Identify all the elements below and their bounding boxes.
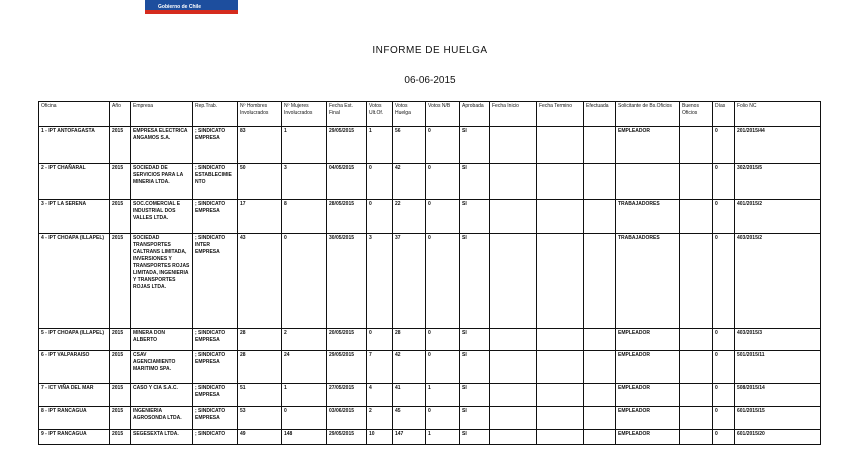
table-row — [39, 127, 821, 164]
cell-empresa: SOC.COMERCIAL E INDUSTRIAL DOS VALLES LTDA. — [131, 200, 193, 234]
cell-hombres: 50 — [238, 164, 282, 200]
table-row — [39, 164, 821, 200]
cell-oficina: 3 - IPT LA SERENA — [39, 200, 110, 234]
cell-aprobada: SI — [460, 127, 490, 164]
cell-mujeres: 3 — [282, 164, 327, 200]
col-header-fecha-termino: Fecha Termino — [537, 102, 584, 127]
cell-rep-trab: ; SINDICATO EMPRESA — [193, 407, 238, 430]
cell-buenos-oficios — [680, 407, 713, 430]
cell-votos-nb: 0 — [426, 407, 460, 430]
cell-oficina: 7 - ICT VIÑA DEL MAR — [39, 384, 110, 407]
table-row — [39, 234, 821, 329]
cell-oficina: 8 - IPT RANCAGUA — [39, 407, 110, 430]
cell-hombres: 17 — [238, 200, 282, 234]
cell-rep-trab: ; SINDICATO EMPRESA — [193, 384, 238, 407]
cell-efectuada — [584, 351, 616, 384]
cell-efectuada — [584, 384, 616, 407]
cell-hombres: 28 — [238, 329, 282, 351]
col-header-dias: Días — [713, 102, 735, 127]
cell-oficina: 1 - IPT ANTOFAGASTA — [39, 127, 110, 164]
cell-votos-huelga: 45 — [393, 407, 426, 430]
col-header-fecha-inicio: Fecha Inicio — [490, 102, 537, 127]
cell-votos-nb: 0 — [426, 164, 460, 200]
cell-efectuada — [584, 164, 616, 200]
cell-mujeres: 1 — [282, 384, 327, 407]
cell-votos-ult-of: 4 — [367, 384, 393, 407]
cell-fecha-termino — [537, 127, 584, 164]
cell-fecha-termino — [537, 351, 584, 384]
cell-empresa: EMPRESA ELECTRICA ANGAMOS S.A. — [131, 127, 193, 164]
cell-dias: 0 — [713, 384, 735, 407]
cell-rep-trab: ; SINDICATO INTER EMPRESA — [193, 234, 238, 329]
cell-mujeres: 0 — [282, 234, 327, 329]
col-header-votos-huelga: Votos Huelga — [393, 102, 426, 127]
cell-ano: 2015 — [110, 164, 131, 200]
cell-buenos-oficios — [680, 234, 713, 329]
cell-mujeres: 8 — [282, 200, 327, 234]
cell-fecha-est-final: 29/05/2015 — [327, 430, 367, 445]
cell-fecha-est-final: 28/05/2015 — [327, 200, 367, 234]
cell-fecha-inicio — [490, 200, 537, 234]
cell-solicitante: EMPLEADOR — [616, 430, 680, 445]
cell-fecha-termino — [537, 164, 584, 200]
cell-hombres: 83 — [238, 127, 282, 164]
cell-fecha-est-final: 20/05/2015 — [327, 329, 367, 351]
col-header-votos-ult-of: Votos Ult.Of. — [367, 102, 393, 127]
cell-votos-huelga: 42 — [393, 351, 426, 384]
cell-fecha-termino — [537, 234, 584, 329]
cell-solicitante: EMPLEADOR — [616, 329, 680, 351]
logo-text: Gobierno de Chile — [158, 4, 202, 10]
cell-empresa: SOCIEDAD TRANSPORTES CALTRANS LIMITADA, INVERSIONES Y TRANSPORTES ROJAS LIMITADA, INGENIERIA Y TRANSPORTES ROJAS LTDA. — [131, 234, 193, 329]
report-date: 06-06-2015 — [404, 75, 456, 86]
cell-buenos-oficios — [680, 384, 713, 407]
cell-votos-nb: 1 — [426, 384, 460, 407]
cell-aprobada: SI — [460, 407, 490, 430]
cell-empresa: SOCIEDAD DE SERVICIOS PARA LA MINERIA LTDA. — [131, 164, 193, 200]
cell-aprobada: SI — [460, 234, 490, 329]
cell-votos-ult-of: 2 — [367, 407, 393, 430]
cell-hombres: 53 — [238, 407, 282, 430]
cell-efectuada — [584, 329, 616, 351]
cell-buenos-oficios — [680, 329, 713, 351]
cell-votos-ult-of: 7 — [367, 351, 393, 384]
cell-votos-huelga: 42 — [393, 164, 426, 200]
cell-folio-nc: 501/2015/11 — [735, 351, 821, 384]
cell-ano: 2015 — [110, 430, 131, 445]
cell-rep-trab: ; SINDICATO EMPRESA — [193, 200, 238, 234]
table-row — [39, 200, 821, 234]
cell-aprobada: SI — [460, 200, 490, 234]
cell-ano: 2015 — [110, 351, 131, 384]
cell-fecha-termino — [537, 329, 584, 351]
cell-efectuada — [584, 200, 616, 234]
cell-oficina: 4 - IPT CHOAPA (ILLAPEL) — [39, 234, 110, 329]
cell-solicitante: EMPLEADOR — [616, 127, 680, 164]
cell-solicitante: EMPLEADOR — [616, 384, 680, 407]
cell-votos-nb: 1 — [426, 430, 460, 445]
cell-buenos-oficios — [680, 200, 713, 234]
table-header-row — [39, 102, 821, 127]
cell-votos-nb: 0 — [426, 351, 460, 384]
cell-folio-nc: 601/2015/15 — [735, 407, 821, 430]
report-title: INFORME DE HUELGA — [372, 45, 488, 56]
cell-dias: 0 — [713, 200, 735, 234]
cell-hombres: 28 — [238, 351, 282, 384]
cell-solicitante — [616, 164, 680, 200]
cell-rep-trab: ; SINDICATO — [193, 430, 238, 445]
cell-buenos-oficios — [680, 127, 713, 164]
col-header-mujeres: Nº Mujeres Involucrados — [282, 102, 327, 127]
cell-oficina: 9 - IPT RANCAGUA — [39, 430, 110, 445]
cell-mujeres: 24 — [282, 351, 327, 384]
cell-efectuada — [584, 407, 616, 430]
table-row — [39, 384, 821, 407]
cell-fecha-inicio — [490, 329, 537, 351]
col-header-votos-nb: Votos N/B — [426, 102, 460, 127]
cell-ano: 2015 — [110, 384, 131, 407]
col-header-buenos-oficios: Buenos Oficios — [680, 102, 713, 127]
col-header-fecha-est-final: Fecha Est. Final — [327, 102, 367, 127]
cell-votos-ult-of: 10 — [367, 430, 393, 445]
col-header-efectuada: Efectuada — [584, 102, 616, 127]
cell-mujeres: 1 — [282, 127, 327, 164]
cell-buenos-oficios — [680, 164, 713, 200]
cell-efectuada — [584, 234, 616, 329]
cell-mujeres: 0 — [282, 407, 327, 430]
cell-votos-ult-of: 0 — [367, 164, 393, 200]
logo-red-bar — [145, 10, 238, 14]
cell-buenos-oficios — [680, 351, 713, 384]
cell-empresa: CASO Y CIA S.A.C. — [131, 384, 193, 407]
cell-votos-huelga: 37 — [393, 234, 426, 329]
cell-rep-trab: ; SINDICATO ESTABLECIMIENTO — [193, 164, 238, 200]
cell-mujeres: 148 — [282, 430, 327, 445]
cell-folio-nc: 403/2015/2 — [735, 234, 821, 329]
cell-folio-nc: 302/2015/5 — [735, 164, 821, 200]
cell-votos-nb: 0 — [426, 234, 460, 329]
cell-dias: 0 — [713, 329, 735, 351]
cell-folio-nc: 403/2015/3 — [735, 329, 821, 351]
cell-rep-trab: ; SINDICATO EMPRESA — [193, 351, 238, 384]
cell-oficina: 6 - IPT VALPARAISO — [39, 351, 110, 384]
strike-report-table — [38, 101, 821, 445]
cell-empresa: SEGESEXTA LTDA. — [131, 430, 193, 445]
cell-fecha-est-final: 04/05/2015 — [327, 164, 367, 200]
table-row — [39, 407, 821, 430]
cell-rep-trab: ; SINDICATO EMPRESA — [193, 329, 238, 351]
cell-dias: 0 — [713, 430, 735, 445]
cell-votos-ult-of: 3 — [367, 234, 393, 329]
cell-fecha-inicio — [490, 127, 537, 164]
col-header-rep-trab: Rep.Trab. — [193, 102, 238, 127]
cell-fecha-termino — [537, 430, 584, 445]
cell-oficina: 5 - IPT CHOAPA (ILLAPEL) — [39, 329, 110, 351]
cell-hombres: 51 — [238, 384, 282, 407]
cell-dias: 0 — [713, 164, 735, 200]
cell-fecha-inicio — [490, 234, 537, 329]
cell-fecha-est-final: 03/06/2015 — [327, 407, 367, 430]
cell-aprobada: SI — [460, 384, 490, 407]
cell-fecha-est-final: 30/05/2015 — [327, 234, 367, 329]
cell-mujeres: 2 — [282, 329, 327, 351]
cell-folio-nc: 401/2015/2 — [735, 200, 821, 234]
cell-aprobada: SI — [460, 164, 490, 200]
cell-solicitante: EMPLEADOR — [616, 407, 680, 430]
cell-empresa: MINERA DON ALBERTO — [131, 329, 193, 351]
cell-fecha-termino — [537, 200, 584, 234]
cell-votos-nb: 0 — [426, 200, 460, 234]
cell-ano: 2015 — [110, 407, 131, 430]
cell-empresa: INGENIERIA AGROSONDA LTDA. — [131, 407, 193, 430]
col-header-hombres: Nº Hombres Involucrados — [238, 102, 282, 127]
cell-votos-huelga: 28 — [393, 329, 426, 351]
col-header-empresa: Empresa — [131, 102, 193, 127]
cell-fecha-est-final: 29/05/2015 — [327, 127, 367, 164]
cell-ano: 2015 — [110, 127, 131, 164]
cell-hombres: 43 — [238, 234, 282, 329]
cell-fecha-est-final: 27/05/2015 — [327, 384, 367, 407]
cell-fecha-inicio — [490, 351, 537, 384]
col-header-solicitante: Solicitante de Bs.Oficios — [616, 102, 680, 127]
cell-solicitante: TRABAJADORES — [616, 234, 680, 329]
col-header-oficina: Oficina — [39, 102, 110, 127]
cell-ano: 2015 — [110, 200, 131, 234]
cell-folio-nc: 508/2015/14 — [735, 384, 821, 407]
gobierno-logo — [145, 0, 238, 14]
cell-dias: 0 — [713, 407, 735, 430]
col-header-folio-nc: Folio NC — [735, 102, 821, 127]
cell-aprobada: SI — [460, 329, 490, 351]
cell-votos-huelga: 41 — [393, 384, 426, 407]
cell-empresa: CSAV AGENCIAMIENTO MARITIMO SPA. — [131, 351, 193, 384]
cell-aprobada: SI — [460, 351, 490, 384]
cell-votos-huelga: 147 — [393, 430, 426, 445]
cell-ano: 2015 — [110, 234, 131, 329]
cell-votos-ult-of: 1 — [367, 127, 393, 164]
cell-efectuada — [584, 430, 616, 445]
cell-votos-ult-of: 0 — [367, 329, 393, 351]
cell-hombres: 49 — [238, 430, 282, 445]
col-header-ano: Año — [110, 102, 131, 127]
cell-efectuada — [584, 127, 616, 164]
cell-fecha-inicio — [490, 407, 537, 430]
cell-folio-nc: 601/2015/20 — [735, 430, 821, 445]
cell-aprobada: SI — [460, 430, 490, 445]
cell-solicitante: EMPLEADOR — [616, 351, 680, 384]
cell-folio-nc: 201/2015/44 — [735, 127, 821, 164]
cell-solicitante: TRABAJADORES — [616, 200, 680, 234]
cell-rep-trab: ; SINDICATO EMPRESA — [193, 127, 238, 164]
cell-ano: 2015 — [110, 329, 131, 351]
col-header-aprobada: Aprobada — [460, 102, 490, 127]
cell-dias: 0 — [713, 234, 735, 329]
cell-fecha-termino — [537, 407, 584, 430]
cell-votos-huelga: 22 — [393, 200, 426, 234]
cell-fecha-inicio — [490, 164, 537, 200]
table-row — [39, 351, 821, 384]
cell-fecha-termino — [537, 384, 584, 407]
cell-oficina: 2 - IPT CHAÑARAL — [39, 164, 110, 200]
cell-votos-nb: 0 — [426, 127, 460, 164]
cell-fecha-est-final: 29/05/2015 — [327, 351, 367, 384]
cell-dias: 0 — [713, 351, 735, 384]
table-row — [39, 329, 821, 351]
cell-buenos-oficios — [680, 430, 713, 445]
cell-votos-huelga: 56 — [393, 127, 426, 164]
table-row — [39, 430, 821, 445]
cell-fecha-inicio — [490, 384, 537, 407]
cell-fecha-inicio — [490, 430, 537, 445]
cell-votos-nb: 0 — [426, 329, 460, 351]
cell-dias: 0 — [713, 127, 735, 164]
cell-votos-ult-of: 0 — [367, 200, 393, 234]
